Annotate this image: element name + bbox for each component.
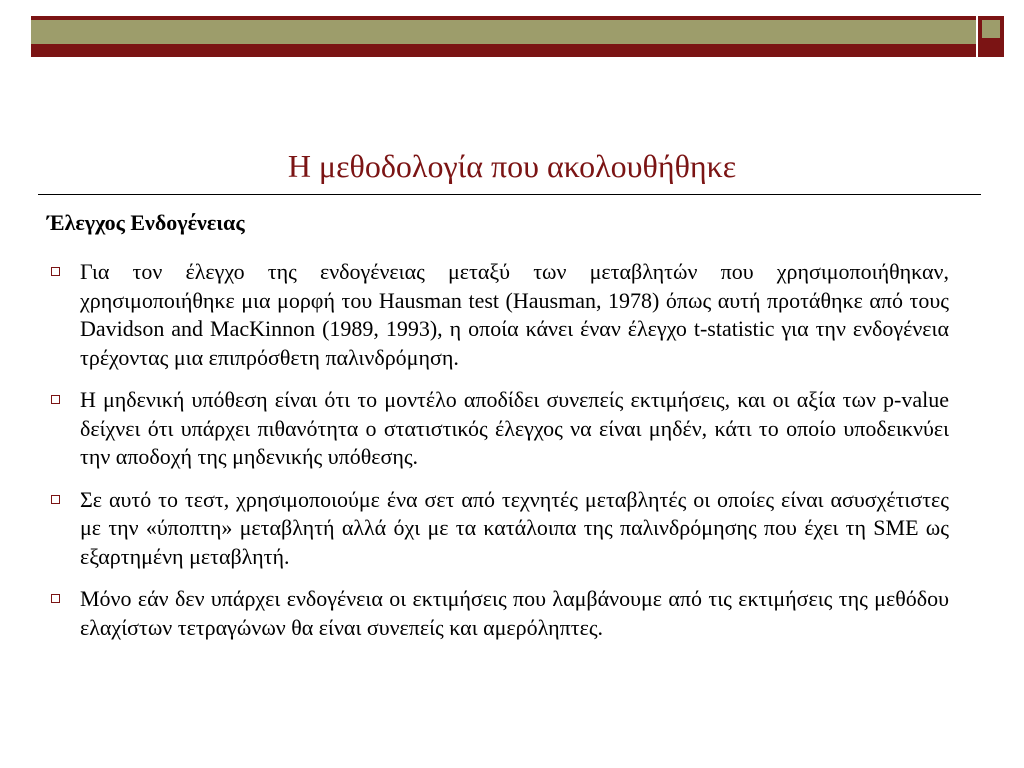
bullet-item <box>47 585 949 642</box>
slide-title: Η μεθοδολογία που ακολουθήθηκε <box>287 148 737 184</box>
header-decoration-bar <box>31 16 976 57</box>
bullet-list <box>47 258 949 656</box>
hollow-square-bullet-icon <box>51 594 60 603</box>
bullet-text: Για τον έλεγχο της ενδογένειας μεταξύ των μεταβλητών που χρησιμοποιήθηκαν, χρησιμοποιήθηκε μια μορφή του Hausman test (Hausman, 1978) όπως αυτή προτάθηκε από τους Davidson and MacKinnon (1989, 1993), η οποία κάνει έναν έλεγχο t-statistic για την ενδογένεια τρέχοντας μια επιπρόσθετη παλινδρόμηση. <box>80 259 949 370</box>
header-corner-square <box>978 16 1004 57</box>
hollow-square-bullet-icon <box>51 395 60 404</box>
bullet-item <box>47 486 949 572</box>
bullet-text: Μόνο εάν δεν υπάρχει ενδογένεια οι εκτιμήσεις που λαμβάνουμε από τις εκτιμήσεις της μεθόδου ελαχίστων τετραγώνων θα είναι συνεπείς και αμερόληπτες. <box>80 586 949 640</box>
bullet-item <box>47 386 949 472</box>
bullet-text: Σε αυτό το τεστ, χρησιμοποιούμε ένα σετ από τεχνητές μεταβλητές οι οποίες είναι ασυσχέτιστες με την «ύποπτη» μεταβλητή αλλά όχι με τα κατάλοιπα της παλινδρόμησης που έχει τη SME ως εξαρτημένη μεταβλητή. <box>80 486 949 569</box>
bullet-item <box>47 258 949 372</box>
header-olive-band <box>31 18 976 46</box>
bullet-text: Η μηδενική υπόθεση είναι ότι το μοντέλο αποδίδει συνεπείς εκτιμήσεις, και οι αξία των p-value δείχνει ότι υπάρχει πιθανότητα ο στατιστικός έλεγχος να είναι μηδέν, κάτι το οποίο υποδεικνύει την αποδοχή της μηδενικής υπόθεσης. <box>80 387 949 469</box>
hollow-square-bullet-icon <box>51 495 60 504</box>
title-divider <box>38 194 981 195</box>
section-subheading: Έλεγχος Ενδογένειας <box>47 210 245 235</box>
hollow-square-bullet-icon <box>51 267 60 276</box>
corner-olive-square <box>982 20 1000 38</box>
